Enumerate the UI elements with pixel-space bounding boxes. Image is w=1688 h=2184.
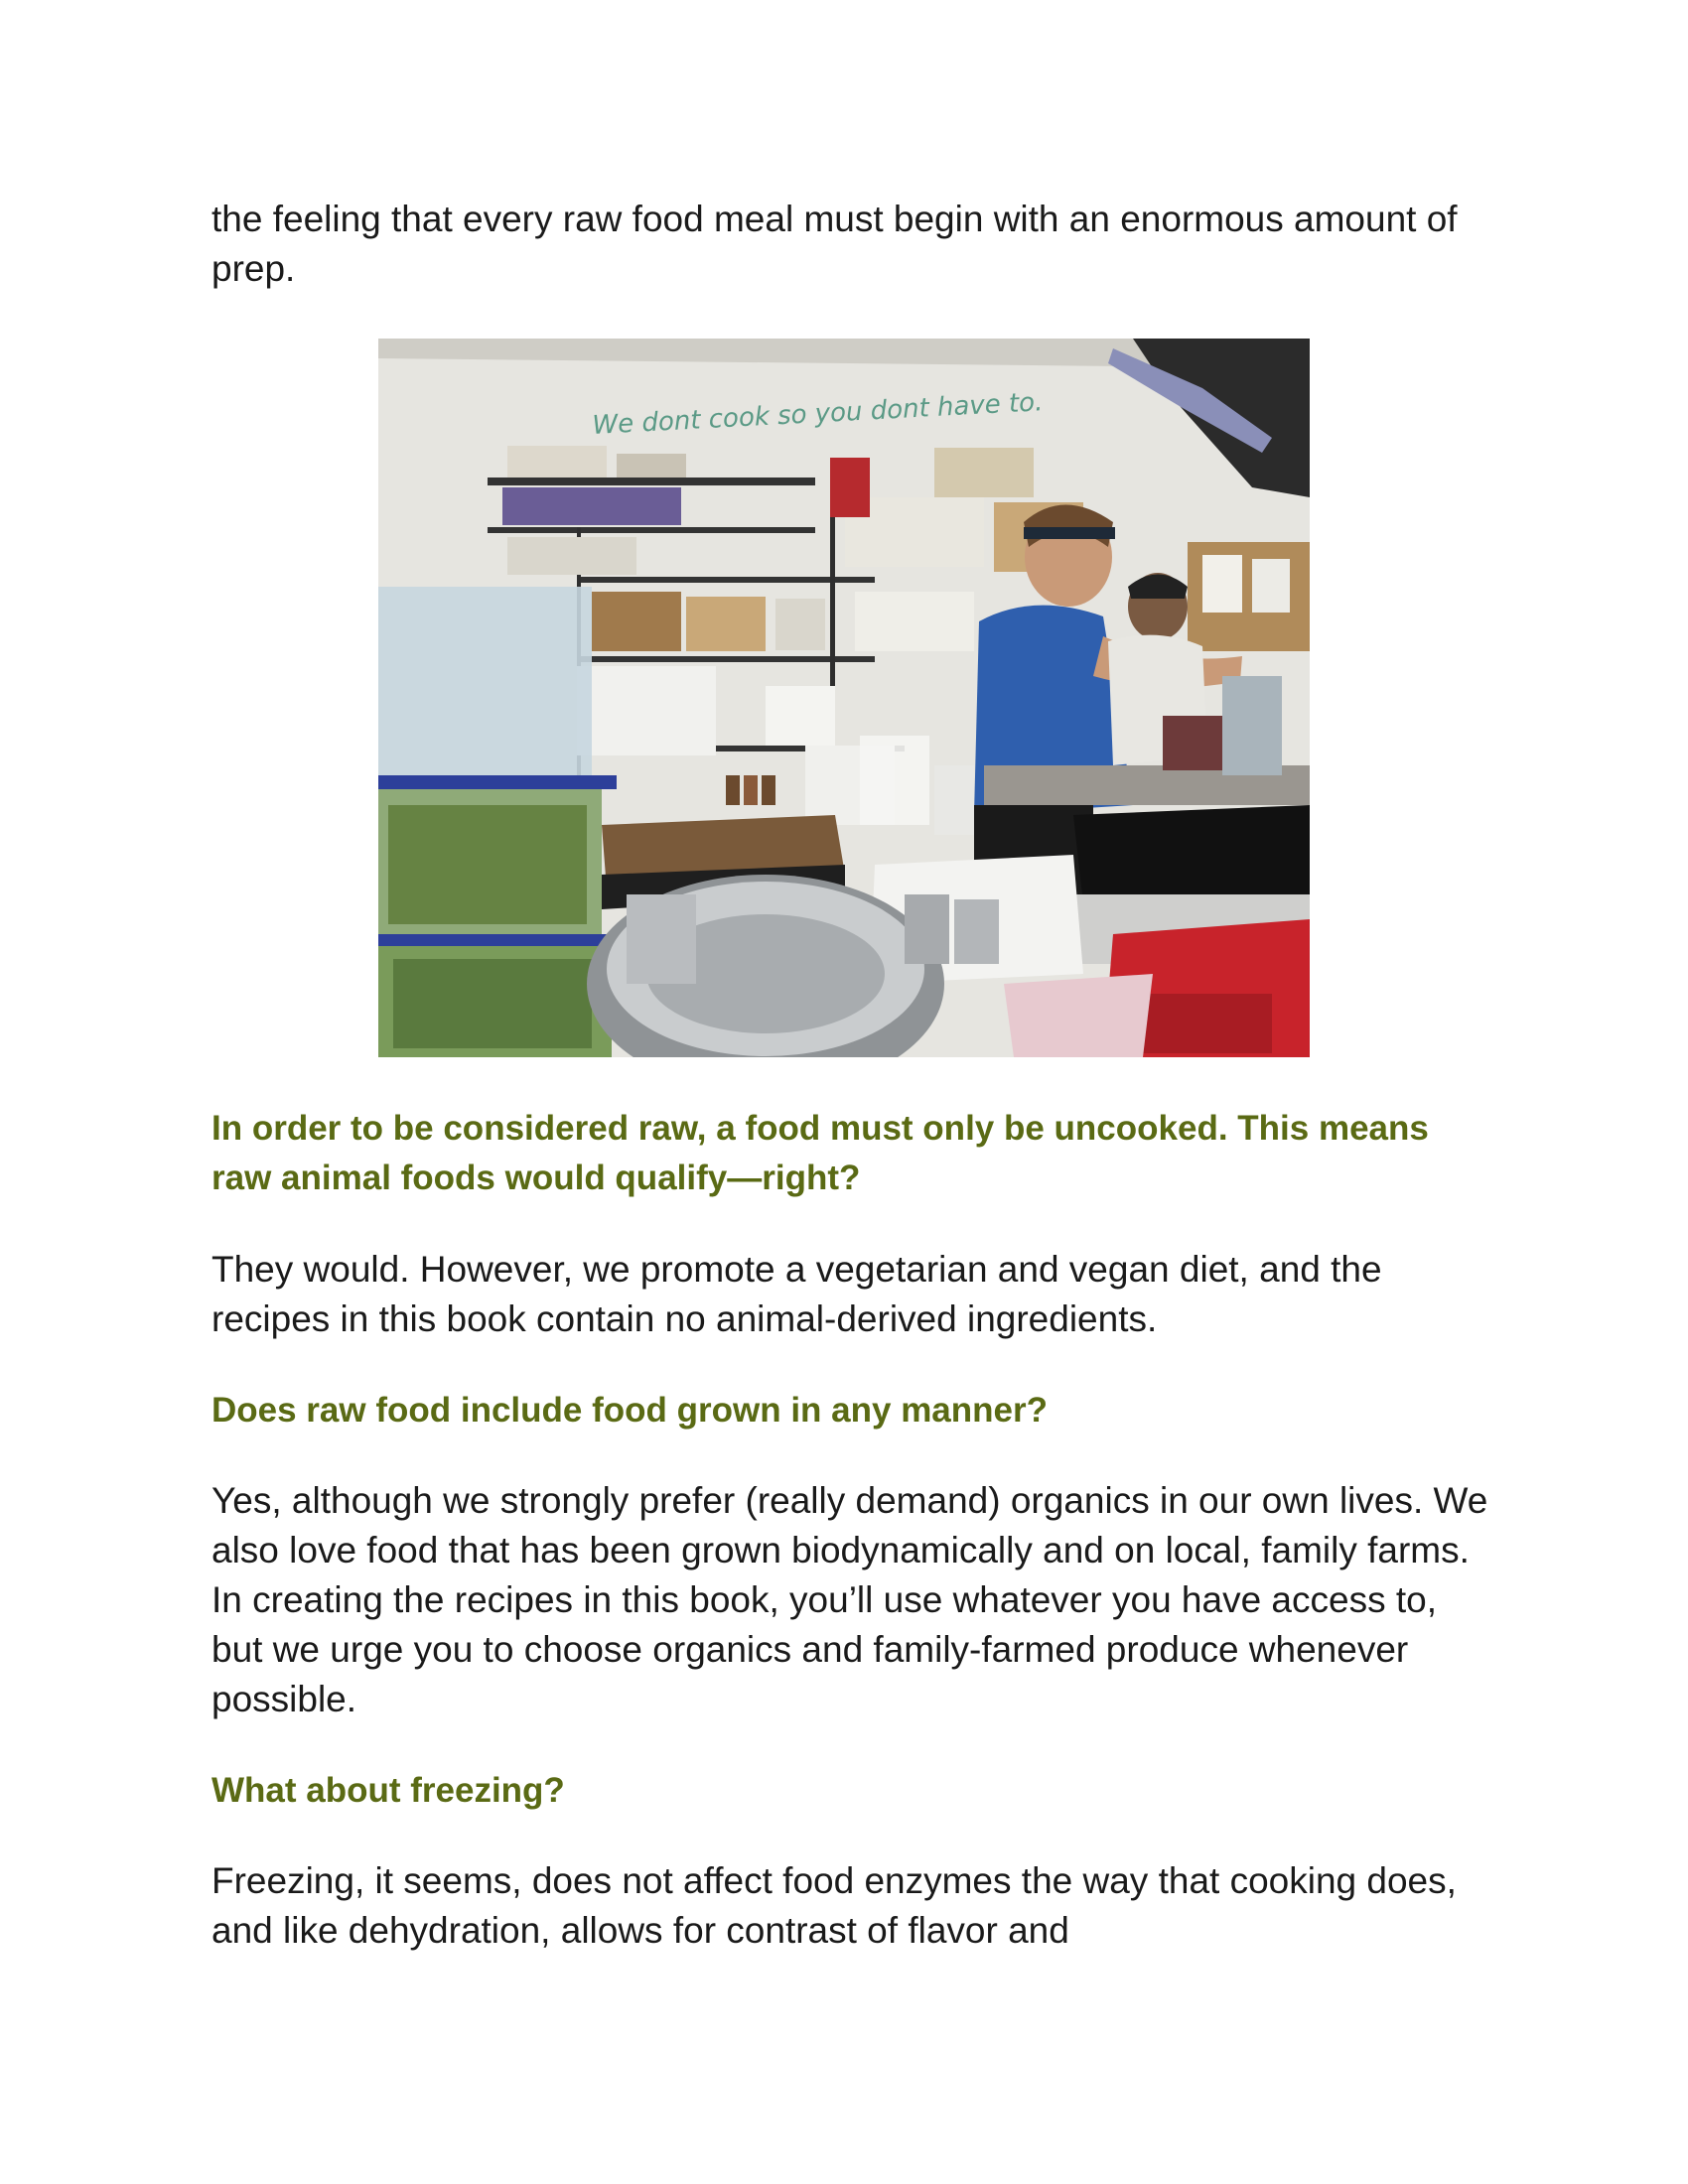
faq-answer-1: They would. However, we promote a vegetarian and vegan diet, and the recipes in this book contain no animal-derived ingredients.: [211, 1249, 1382, 1339]
intro-paragraph: the feeling that every raw food meal must begin with an enormous amount of prep.: [211, 199, 1458, 289]
faq-answer-2: Yes, although we strongly prefer (really demand) organics in our own lives. We also love food that has been grown biodynamically and on local, family farms. In creating the recipes in this book, you’ll use whatever you have access to, but we urge you to choose organics and family-farmed produce whenever possible.: [211, 1480, 1488, 1719]
wall-sign-text: We dont cook so you dont have to.: [591, 387, 1045, 441]
faq-question-3: What about freezing?: [211, 1771, 565, 1810]
faq-answer-3: Freezing, it seems, does not affect food enzymes the way that cooking does, and like dehydration, allows for contrast of flavor and: [211, 1860, 1457, 1951]
kitchen-photo: [378, 339, 1310, 1057]
faq-question-2: Does raw food include food grown in any manner?: [211, 1391, 1048, 1430]
faq-question-1: In order to be considered raw, a food must only be uncooked. This means raw animal foods would qualify—right?: [211, 1109, 1429, 1197]
